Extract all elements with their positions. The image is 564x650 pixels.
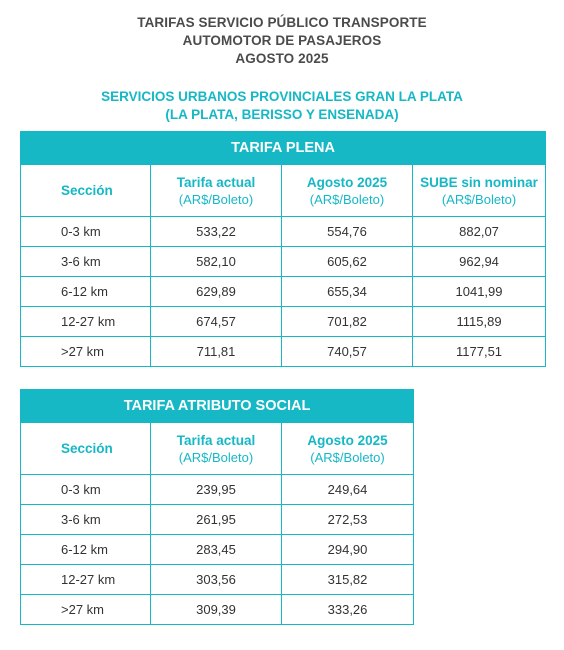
subtitle-line: (LA PLATA, BERISSO Y ENSENADA) (165, 107, 399, 122)
table-row (21, 307, 546, 337)
column-header-label: Sección (61, 183, 113, 198)
cell-tarifa-actual: 629,89 (151, 277, 282, 307)
cell-tarifa-actual: 309,39 (151, 595, 282, 625)
header-row (21, 423, 414, 475)
cell-seccion: >27 km (21, 337, 151, 367)
cell-seccion: 12-27 km (21, 565, 151, 595)
cell-agosto-2025: 554,76 (282, 217, 413, 247)
cell-seccion: >27 km (21, 595, 151, 625)
cell-seccion: 12-27 km (21, 307, 151, 337)
table-row (21, 565, 414, 595)
table-row (21, 247, 546, 277)
cell-agosto-2025: 701,82 (282, 307, 413, 337)
table-row (21, 505, 414, 535)
cell-tarifa-actual: 303,56 (151, 565, 282, 595)
table-row (21, 475, 414, 505)
cell-sube-sin-nominar: 1041,99 (413, 277, 546, 307)
column-header-label: Tarifa actual (176, 174, 256, 190)
column-header-tarifa-actual (151, 165, 282, 217)
table-row (21, 217, 546, 247)
cell-agosto-2025: 740,57 (282, 337, 413, 367)
cell-agosto-2025: 333,26 (282, 595, 414, 625)
cell-tarifa-actual: 533,22 (151, 217, 282, 247)
title-line: TARIFAS SERVICIO PÚBLICO TRANSPORTE (137, 15, 427, 30)
cell-agosto-2025: 655,34 (282, 277, 413, 307)
tarifa-social-table (20, 389, 414, 625)
column-header-unit: (AR$/Boleto) (178, 191, 254, 207)
cell-seccion: 0-3 km (21, 475, 151, 505)
column-header-agosto-2025 (282, 423, 414, 475)
cell-agosto-2025: 315,82 (282, 565, 414, 595)
title-line: AGOSTO 2025 (235, 51, 329, 66)
subtitle-line: SERVICIOS URBANOS PROVINCIALES GRAN LA PLATA (101, 89, 463, 104)
tarifa-plena-table (20, 131, 546, 367)
cell-sube-sin-nominar: 882,07 (413, 217, 546, 247)
header-row (21, 165, 546, 217)
column-header-seccion (21, 423, 151, 475)
cell-seccion: 6-12 km (21, 277, 151, 307)
cell-agosto-2025: 294,90 (282, 535, 414, 565)
cell-seccion: 6-12 km (21, 535, 151, 565)
cell-agosto-2025: 249,64 (282, 475, 414, 505)
column-header-label: Tarifa actual (176, 432, 256, 448)
column-header-agosto-2025 (282, 165, 413, 217)
cell-tarifa-actual: 239,95 (151, 475, 282, 505)
cell-tarifa-actual: 711,81 (151, 337, 282, 367)
document-title (0, 14, 564, 68)
column-header-unit: (AR$/Boleto) (310, 449, 385, 465)
column-header-seccion (21, 165, 151, 217)
table-row (21, 535, 414, 565)
column-header-unit: (AR$/Boleto) (309, 191, 385, 207)
column-header-unit: (AR$/Boleto) (178, 449, 254, 465)
cell-seccion: 3-6 km (21, 247, 151, 277)
column-header-unit: (AR$/Boleto) (441, 191, 517, 207)
column-header-label: Sección (61, 441, 113, 456)
table-row (21, 595, 414, 625)
column-header-label: Agosto 2025 (307, 432, 388, 448)
cell-tarifa-actual: 283,45 (151, 535, 282, 565)
column-header-sube-sin-nominar (413, 165, 546, 217)
cell-seccion: 3-6 km (21, 505, 151, 535)
cell-sube-sin-nominar: 1115,89 (413, 307, 546, 337)
column-header-tarifa-actual (151, 423, 282, 475)
cell-tarifa-actual: 674,57 (151, 307, 282, 337)
column-header-label: SUBE sin nominar (420, 174, 538, 190)
document-subtitle (0, 88, 564, 124)
table-row (21, 277, 546, 307)
column-header-label: Agosto 2025 (306, 174, 388, 190)
tarifa-plena-title: TARIFA PLENA (21, 132, 546, 165)
table-row (21, 337, 546, 367)
cell-seccion: 0-3 km (21, 217, 151, 247)
cell-tarifa-actual: 582,10 (151, 247, 282, 277)
cell-agosto-2025: 272,53 (282, 505, 414, 535)
cell-tarifa-actual: 261,95 (151, 505, 282, 535)
cell-sube-sin-nominar: 1177,51 (413, 337, 546, 367)
title-line: AUTOMOTOR DE PASAJEROS (182, 33, 382, 48)
cell-agosto-2025: 605,62 (282, 247, 413, 277)
cell-sube-sin-nominar: 962,94 (413, 247, 546, 277)
tarifa-social-title: TARIFA ATRIBUTO SOCIAL (21, 390, 414, 423)
